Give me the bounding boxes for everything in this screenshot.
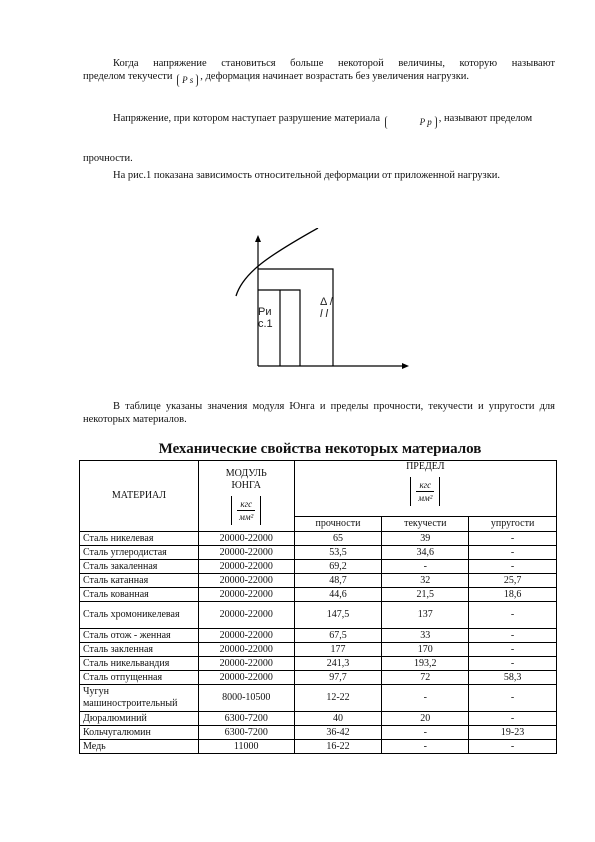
paragraph-figure-ref: На рис.1 показана зависимость относительной деформации от приложенной нагрузки. bbox=[113, 170, 501, 181]
table-row bbox=[80, 671, 557, 685]
modulus-cell: 6300-7200 bbox=[198, 726, 294, 740]
elastic-cell: - bbox=[469, 560, 557, 574]
symbol-ps: P s bbox=[177, 74, 198, 87]
paragraph-text: Напряжение, при котором наступает разрушение материала bbox=[113, 113, 381, 124]
yield-cell: - bbox=[382, 726, 469, 740]
table-title: Механические свойства некоторых материалов bbox=[158, 441, 482, 457]
paragraph-text: , деформация начинает возрастать без увеличения нагрузки. bbox=[200, 71, 470, 82]
material-cell: Сталь никелевая bbox=[80, 532, 199, 546]
header-yield: текучести bbox=[382, 517, 469, 532]
yield-cell: 39 bbox=[382, 532, 469, 546]
paragraph-text: , называют пределом bbox=[438, 113, 533, 124]
yield-cell: 21,5 bbox=[382, 588, 469, 602]
table-row bbox=[80, 726, 557, 740]
modulus-cell: 20000-22000 bbox=[198, 629, 294, 643]
modulus-cell: 20000-22000 bbox=[198, 657, 294, 671]
x-axis-arrow bbox=[402, 363, 409, 369]
elastic-cell: - bbox=[469, 657, 557, 671]
table-row bbox=[80, 546, 557, 560]
table-row bbox=[80, 657, 557, 671]
material-cell: Сталь закленная bbox=[80, 643, 199, 657]
axis-label bbox=[320, 296, 333, 320]
material-cell: Сталь никельвандия bbox=[80, 657, 199, 671]
material-cell: Сталь хромоникелевая bbox=[80, 602, 199, 629]
strength-cell: 147,5 bbox=[294, 602, 382, 629]
strength-cell: 241,3 bbox=[294, 657, 382, 671]
material-cell: Сталь кованная bbox=[80, 588, 199, 602]
material-cell: Сталь катанная bbox=[80, 574, 199, 588]
elastic-cell: - bbox=[469, 532, 557, 546]
modulus-cell: 20000-22000 bbox=[198, 671, 294, 685]
strength-cell: 44,6 bbox=[294, 588, 382, 602]
strength-cell: 69,2 bbox=[294, 560, 382, 574]
material-cell: Сталь отпущенная bbox=[80, 671, 199, 685]
yield-cell: 193,2 bbox=[382, 657, 469, 671]
strength-cell: 16-22 bbox=[294, 740, 382, 754]
yield-cell: 33 bbox=[382, 629, 469, 643]
figure-caption bbox=[258, 306, 273, 330]
unit-numerator: кгс bbox=[237, 498, 255, 511]
symbol-pp: P p bbox=[385, 116, 437, 129]
strength-cell: 40 bbox=[294, 712, 382, 726]
material-cell: Дюралюминий bbox=[80, 712, 199, 726]
table-row bbox=[80, 629, 557, 643]
header-modulus bbox=[198, 461, 294, 532]
material-cell: Чугун машиностроительный bbox=[80, 685, 199, 712]
elastic-cell: - bbox=[469, 685, 557, 712]
header-strength: прочности bbox=[294, 517, 382, 532]
header-modulus-line: ЮНГА bbox=[231, 479, 261, 491]
strength-cell: 97,7 bbox=[294, 671, 382, 685]
elastic-cell: - bbox=[469, 629, 557, 643]
yield-cell: 72 bbox=[382, 671, 469, 685]
y-axis-arrow bbox=[255, 235, 261, 242]
yield-cell: - bbox=[382, 685, 469, 712]
elastic-cell: - bbox=[469, 602, 557, 629]
strength-cell: 12-22 bbox=[294, 685, 382, 712]
elastic-cell: 18,6 bbox=[469, 588, 557, 602]
elastic-cell: 58,3 bbox=[469, 671, 557, 685]
table-row bbox=[80, 602, 557, 629]
yield-cell: 34,6 bbox=[382, 546, 469, 560]
header-modulus-line: МОДУЛЬ bbox=[225, 467, 267, 479]
figure-caption-part: Ри bbox=[258, 306, 272, 318]
table-row bbox=[80, 685, 557, 712]
stress-strain-curve bbox=[236, 228, 318, 296]
yield-cell: 170 bbox=[382, 643, 469, 657]
modulus-cell: 6300-7200 bbox=[198, 712, 294, 726]
elastic-cell: - bbox=[469, 712, 557, 726]
modulus-unit bbox=[231, 496, 261, 525]
elastic-cell: 19-23 bbox=[469, 726, 557, 740]
paragraph-line: Когда напряжение становиться больше некоторой величины, которую называют bbox=[113, 58, 555, 69]
paragraph-strength-end: прочности. bbox=[83, 153, 133, 164]
figure-caption-part: с.1 bbox=[258, 318, 273, 330]
modulus-cell: 20000-22000 bbox=[198, 588, 294, 602]
material-cell: Сталь отож - женная bbox=[80, 629, 199, 643]
paragraph-yield-limit bbox=[83, 57, 555, 87]
axis-label-part: l l bbox=[320, 308, 328, 320]
material-cell: Сталь закаленная bbox=[80, 560, 199, 574]
limit-unit bbox=[410, 477, 440, 506]
yield-cell: 32 bbox=[382, 574, 469, 588]
material-cell: Сталь углеродистая bbox=[80, 546, 199, 560]
axis-label-part: Δ / bbox=[320, 296, 333, 308]
unit-numerator: кгс bbox=[416, 479, 434, 492]
properties-table bbox=[79, 460, 557, 754]
strength-cell: 36-42 bbox=[294, 726, 382, 740]
modulus-cell: 11000 bbox=[198, 740, 294, 754]
header-limit-label: ПРЕДЕЛ bbox=[406, 461, 445, 472]
material-cell: Кольчугалюмин bbox=[80, 726, 199, 740]
table-row bbox=[80, 740, 557, 754]
material-cell: Медь bbox=[80, 740, 199, 754]
elastic-cell: 25,7 bbox=[469, 574, 557, 588]
unit-denominator: мм² bbox=[239, 511, 254, 522]
modulus-cell: 20000-22000 bbox=[198, 643, 294, 657]
table-row bbox=[80, 588, 557, 602]
strength-cell: 67,5 bbox=[294, 629, 382, 643]
modulus-cell: 20000-22000 bbox=[198, 602, 294, 629]
strength-cell: 65 bbox=[294, 532, 382, 546]
strength-cell: 48,7 bbox=[294, 574, 382, 588]
table-row bbox=[80, 643, 557, 657]
modulus-cell: 8000-10500 bbox=[198, 685, 294, 712]
paragraph-text: пределом текучести bbox=[83, 71, 173, 82]
table-row bbox=[80, 574, 557, 588]
elastic-cell: - bbox=[469, 546, 557, 560]
strength-cell: 177 bbox=[294, 643, 382, 657]
modulus-cell: 20000-22000 bbox=[198, 574, 294, 588]
paragraph-table-intro: В таблице указаны значения модуля Юнга и пределы прочности, текучести и упругости для некоторых материалов. bbox=[83, 401, 555, 425]
modulus-cell: 20000-22000 bbox=[198, 546, 294, 560]
modulus-cell: 20000-22000 bbox=[198, 532, 294, 546]
modulus-cell: 20000-22000 bbox=[198, 560, 294, 574]
header-material: МАТЕРИАЛ bbox=[80, 461, 199, 532]
table-row bbox=[80, 560, 557, 574]
header-limit bbox=[294, 461, 556, 517]
elastic-cell: - bbox=[469, 740, 557, 754]
unit-denominator: мм² bbox=[418, 493, 433, 503]
strength-cell: 53,5 bbox=[294, 546, 382, 560]
table-row bbox=[80, 532, 557, 546]
header-elastic: упругости bbox=[469, 517, 557, 532]
yield-cell: - bbox=[382, 740, 469, 754]
elastic-cell: - bbox=[469, 643, 557, 657]
yield-cell: 20 bbox=[382, 712, 469, 726]
paragraph-strength-limit bbox=[83, 112, 555, 129]
table-row bbox=[80, 712, 557, 726]
yield-cell: 137 bbox=[382, 602, 469, 629]
yield-cell: - bbox=[382, 560, 469, 574]
